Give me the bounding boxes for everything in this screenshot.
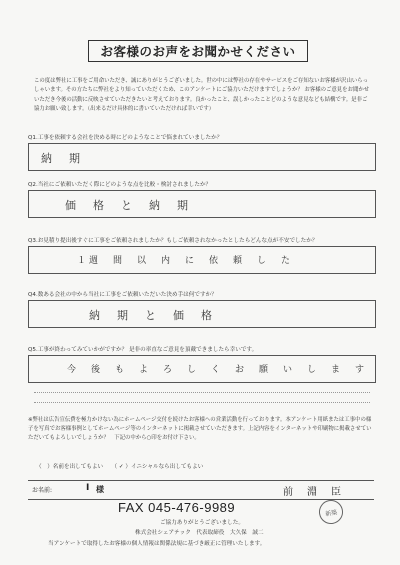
thanks-text: ご協力ありがとうございました。: [160, 520, 244, 526]
blank-line: [34, 402, 370, 403]
name-value: I: [86, 483, 90, 493]
question-1-label: Q1.工事を依頼する会社を決める時にどのようなことで悩まれていましたか？: [28, 135, 223, 141]
question-5-label: Q5.工事が終わってみていかがですか？ 是非の率直なご意見を頂戴できましたら幸いです。: [28, 347, 258, 353]
question-2-label: Q2.当社にご依頼いただく際にどのような点を比較・検討されましたか？: [28, 182, 212, 188]
consent-options: （ ）名前を出してもよい （ ✓ ）イニシャルなら出してもよい: [36, 464, 204, 470]
answer-3-text: １週 間 以 内 に 依 頼 し た: [77, 256, 294, 266]
name-row: [28, 480, 374, 500]
answer-1-text: 納 期: [41, 152, 83, 165]
name-suffix: 様: [96, 485, 104, 494]
answer-2-text: 価 格 と 納 期: [65, 199, 191, 212]
answer-box-5: [28, 355, 376, 383]
answer-box-2: [28, 190, 376, 218]
page-title: お客様のお声をお聞かせください: [88, 40, 308, 62]
consent-note: ※弊社は広告宣伝費を極力かけない為にホームページ交付を続けたお客様への営業活動を行っております。本アンケート用紙または工事中の様子を写真でお客様事例としてホームページ等のインターネットに掲載させていただきます。上記内容をインターネットや印刷物に掲載させていただいてもよろしいでしょうか？ 下記の中から○印をお付け下さい。: [28, 417, 372, 442]
blank-line: [34, 392, 370, 393]
fax-number: FAX 045-476-9989: [118, 500, 236, 515]
question-3-label: Q3.お見積り提出後すぐに工事をご依頼されましたか？もしご依頼されなかったとしたらどんな点が不安でしたか？: [28, 238, 318, 244]
company-line: 株式会社シェアテック 代表取締役 大久保 誠二: [135, 530, 264, 536]
answer-4-text: 納 期 と 価 格: [89, 309, 215, 322]
answer-5-text: 今 後 も よ ろ し く お 願 い し ま す: [67, 365, 368, 375]
answer-box-4: [28, 300, 376, 328]
privacy-footer: 当アンケートで取得したお客様の個人情報は関係法規に基づき厳正に管理いたします。: [48, 541, 266, 547]
signature: 前 淵 臣: [283, 487, 343, 498]
question-4-label: Q4.数ある会社の中から当社に工事をご依頼いただいた決め手は何ですか？: [28, 292, 217, 298]
name-label: お名前:: [32, 487, 53, 494]
answer-box-3: [28, 246, 376, 274]
stamp: 新築: [317, 498, 345, 526]
intro-text: この度は弊社に工事をご用命いただき、誠にありがとうございました。世の中には弊社の存在やサービスをご存知ないお客様が沢山いらっしゃいます。その方たちに弊社をより知っていただくため、このアンケートにご協力いただけますでしょうか？ お客様のご意見をお聞かせいただき今後の活動に反映させていただきたいと考えております。良かったこと、誤しかったことどのような意見なども結構です。是非ご協力お願い致します。（出来るだけ具体的に書いていただければ幸いです）: [34, 78, 370, 113]
answer-box-1: [28, 143, 376, 171]
